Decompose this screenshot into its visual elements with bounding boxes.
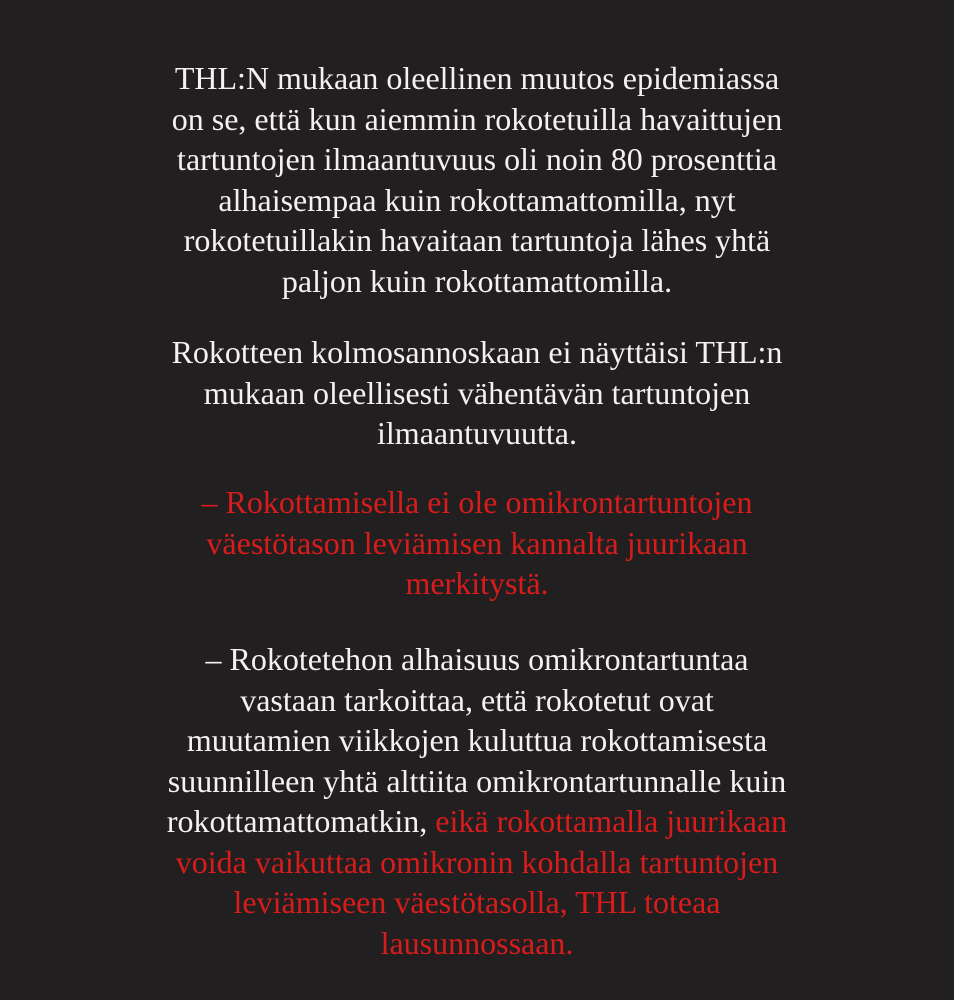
mixed-text-line — [0, 801, 954, 842]
highlighted-text-segment: eikä rokottamalla juurikaan — [435, 803, 788, 839]
text-line: on se, että kun aiemmin rokotetuilla havaittujen — [171, 100, 783, 137]
text-line: THL:N mukaan oleellinen muutos epidemiassa — [174, 60, 780, 96]
text-line: suunnilleen yhtä alttiita omikrontartunnalle kuin — [167, 762, 787, 799]
highlighted-text-line: – Rokottamisella ei ole omikrontartuntojen — [201, 484, 753, 520]
highlighted-quote-vaccination-significance — [0, 482, 954, 604]
text-line: – Rokotetehon alhaisuus omikrontartuntaa — [205, 641, 749, 677]
text-line: tartuntojen ilmaantuvuus oli noin 80 prosenttia — [177, 141, 777, 177]
text-line: mukaan oleellisesti vähentävän tartuntojen — [203, 374, 751, 411]
paragraph-vaccine-efficacy-quote — [0, 639, 954, 963]
highlighted-text-line: leviämiseen väestötasolla, THL toteaa — [233, 884, 721, 920]
plain-text-segment: rokottamattomatkin, — [166, 803, 436, 839]
paragraph-third-dose — [0, 332, 954, 454]
paragraph-thl-epidemic-change — [0, 58, 954, 301]
text-line: paljon kuin rokottamattomilla. — [281, 262, 673, 299]
highlighted-text-line: väestötason leviämisen kannalta juurikaan — [206, 524, 748, 561]
highlighted-text-line: lausunnossaan. — [380, 924, 574, 961]
text-line: alhaisempaa kuin rokottamattomilla, nyt — [218, 181, 736, 218]
highlighted-text-line: voida vaikuttaa omikronin kohdalla tartuntojen — [175, 843, 779, 880]
text-line: rokotetuillakin havaitaan tartuntoja lähes yhtä — [183, 222, 771, 258]
text-line: ilmaantuvuutta. — [377, 415, 577, 451]
text-line: muutamien viikkojen kuluttua rokottamisesta — [186, 722, 768, 758]
text-line: vastaan tarkoittaa, että rokotetut ovat — [240, 681, 714, 718]
text-line: Rokotteen kolmosannoskaan ei näyttäisi THL:n — [171, 334, 783, 370]
highlighted-text-line: merkitystä. — [405, 565, 549, 601]
